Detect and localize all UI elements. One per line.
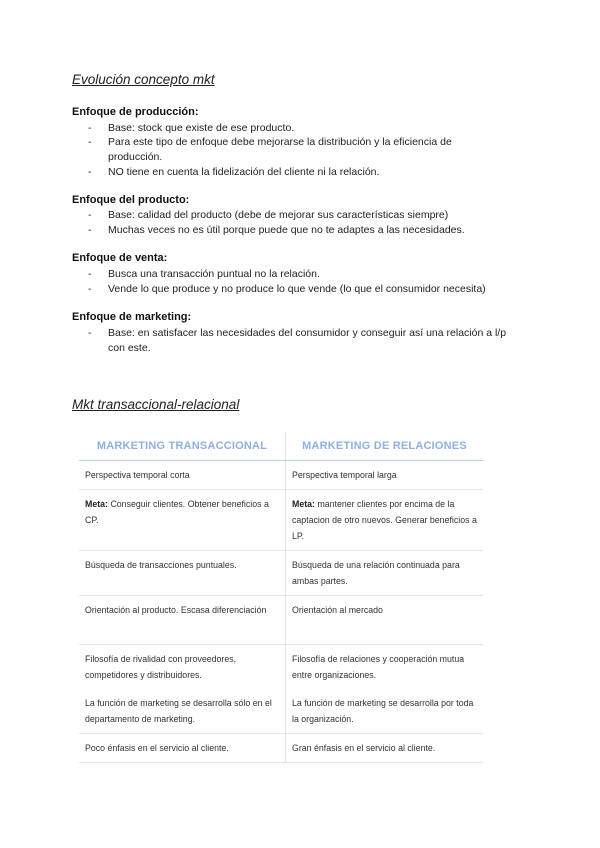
table-cell: La función de marketing se desarrolla por toda la organización. <box>286 689 484 734</box>
meta-label: Meta: <box>85 499 108 509</box>
table-cell: Gran énfasis en el servicio al cliente. <box>286 734 484 763</box>
bullet-item: - Base: stock que existe de ese producto. <box>88 122 295 134</box>
bullet-item: - Para este tipo de enfoque debe mejorarse la distribución y la eficiencia de producción. <box>88 136 452 163</box>
table-cell: Búsqueda de transacciones puntuales. <box>79 551 286 596</box>
table-cell: La función de marketing se desarrolla sólo en el departamento de marketing. <box>79 689 286 734</box>
table-cell: Meta: Conseguir clientes. Obtener beneficios a CP. <box>79 490 286 551</box>
table-row <box>79 551 483 596</box>
table-cell: Orientación al producto. Escasa diferenciación <box>79 596 286 645</box>
table-cell: Meta: mantener clientes por encima de la captacion de otro nuevos. Generar beneficios a LP. <box>286 490 484 551</box>
bullet-item: - Muchas veces no es útil porque puede que no te adaptes a las necesidades. <box>88 224 465 236</box>
table-cell: Poco énfasis en el servicio al cliente. <box>79 734 286 763</box>
bullet-item: - Vende lo que produce y no produce lo que vende (lo que el consumidor necesita) <box>88 283 486 295</box>
table-row <box>79 645 483 690</box>
meta-label: Meta: <box>292 499 315 509</box>
column-header-relaciones: MARKETING DE RELACIONES <box>286 432 484 461</box>
bullet-item: - Base: en satisfacer las necesidades del consumidor y conseguir así una relación a l/p con este. <box>88 327 507 354</box>
table-row <box>79 490 483 551</box>
table-cell: Búsqueda de una relación continuada para ambas partes. <box>286 551 484 596</box>
bullet-item: - Base: calidad del producto (debe de mejorar sus características siempre) <box>88 209 449 221</box>
bullet-item: - NO tiene en cuenta la fidelización del cliente ni la relación. <box>88 166 380 178</box>
table-header-row <box>79 432 483 461</box>
section-title-producto: Enfoque del producto: <box>72 194 190 206</box>
table-cell: Orientación al mercado <box>286 596 484 645</box>
section-title-produccion: Enfoque de producción: <box>72 106 199 118</box>
table-cell: Filosofía de rivalidad con proveedores, competidores y distribuidores. <box>79 645 286 690</box>
table-row <box>79 734 483 763</box>
section-title-venta: Enfoque de venta: <box>72 252 168 264</box>
heading-mkt-transaccional: Mkt transaccional-relacional <box>72 397 240 412</box>
table-row <box>79 689 483 734</box>
table-row <box>79 461 483 490</box>
table-cell: Filosofía de relaciones y cooperación mutua entre organizaciones. <box>292 654 465 680</box>
table-cell: Perspectiva temporal corta <box>79 461 286 490</box>
comparison-table <box>79 432 483 763</box>
column-header-transaccional: MARKETING TRANSACCIONAL <box>79 432 286 461</box>
table-row <box>79 596 483 645</box>
table-cell: Perspectiva temporal larga <box>286 461 484 490</box>
bullet-item: - Busca una transacción puntual no la relación. <box>88 268 320 280</box>
section-title-marketing: Enfoque de marketing: <box>72 311 192 323</box>
heading-evolucion: Evolución concepto mkt <box>72 72 215 87</box>
